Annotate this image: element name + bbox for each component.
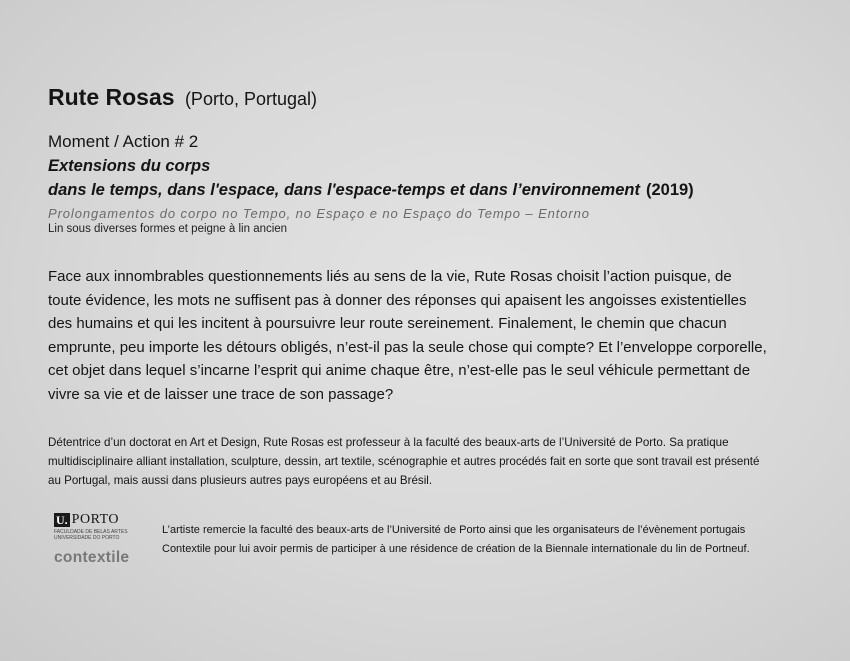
work-year: (2019) xyxy=(645,181,694,199)
work-title-line2 xyxy=(48,181,694,200)
artist-heading xyxy=(48,84,317,111)
artist-location: (Porto, Portugal) xyxy=(184,89,317,109)
series-label: Moment / Action # 2 xyxy=(48,132,199,151)
uporto-subtitle-line1: FACULDADE DE BELAS ARTES xyxy=(54,529,128,535)
portuguese-title: Prolongamentos do corpo no Tempo, no Espaço e no Espaço do Tempo – Entorno xyxy=(48,206,590,221)
uporto-wordmark: PORTO xyxy=(71,512,119,527)
contextile-logo: contextile xyxy=(54,549,130,566)
materials: Lin sous diverses formes et peigne à lin ancien xyxy=(48,223,288,235)
uporto-subtitle-line2: UNIVERSIDADE DO PORTO xyxy=(54,535,120,541)
description-paragraph: Face aux innombrables questionnements liés au sens de la vie, Rute Rosas choisit l’action puisque, de toute évidence, les mots ne suffisent pas à donner des réponses qui apaisent les angoisses existentielles des humains et qui les incitent à poursuivre leur route sereinement. Finalement, le chemin que chacun emprunte, peu importe les détours obligés, n’est-il pas la seule chose qui compte? Et l’enveloppe corporelle, cet objet dans lequel s’incarne l’esprit qui anime chaque être, n’est-elle pas le seul véhicule permettant de vivre sa vie et de laisser une trace de son passage? xyxy=(48,268,767,403)
artist-name: Rute Rosas xyxy=(48,84,175,110)
work-title-line2-text: dans le temps, dans l'espace, dans l'espace-temps et dans l’environnement xyxy=(48,181,640,199)
work-title-line1: Extensions du corps xyxy=(48,157,211,175)
acknowledgement-paragraph: L’artiste remercie la faculté des beaux-arts de l’Université de Porto ainsi que les organisateurs de l’évènement portugais Contextile pour lui avoir permis de participer à une résidence de création de la Biennale internationale du lin de Portneuf. xyxy=(162,524,750,555)
logo-block xyxy=(54,512,149,572)
biography-paragraph: Détentrice d’un doctorat en Art et Design, Rute Rosas est professeur à la faculté des beaux-arts de l’Université de Porto. Sa pratique multidisciplinaire alliant installation, sculpture, dessin, art textile, scénographie et autres procédés fait en sorte que sont travail est présenté au Portugal, mais aussi dans plusieurs autres pays européens et au Brésil. xyxy=(48,436,760,487)
uporto-subtitle xyxy=(54,529,149,541)
uporto-logo xyxy=(54,512,149,528)
uporto-u-mark: U. xyxy=(56,513,68,527)
